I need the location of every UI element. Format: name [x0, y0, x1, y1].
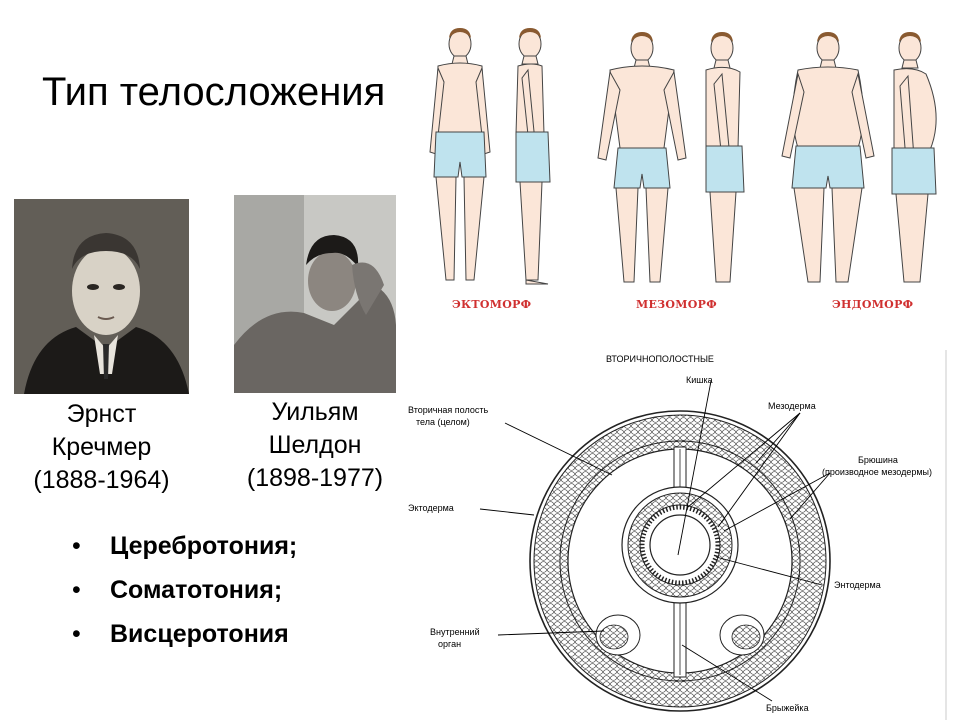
label-peritoneum-line1: Брюшина — [858, 455, 898, 465]
label-mesentery: Брыжейка — [766, 703, 809, 713]
kretschmer-last-name: Кречмер — [51, 433, 152, 461]
label-endoderm: Энтодерма — [834, 580, 881, 590]
ectomorph-side-figure — [516, 28, 550, 284]
mesomorph-side-figure — [706, 32, 744, 282]
internal-organ-right — [720, 615, 764, 655]
endomorph-front-figure — [782, 32, 874, 282]
label-organ-line2: орган — [438, 639, 462, 649]
label-intestine: Кишка — [686, 375, 713, 385]
portrait-kretschmer — [14, 199, 189, 394]
kretschmer-photo — [14, 199, 189, 394]
label-ectoderm: Эктодерма — [408, 503, 454, 513]
ectomorph-front-figure — [430, 28, 490, 280]
temperament-list — [72, 524, 297, 656]
sheldon-first-name: Уильям — [271, 398, 359, 426]
label-cavity-line1: Вторичная полость — [408, 405, 489, 415]
sheldon-years: (1898-1977) — [246, 464, 384, 492]
slide-title: Тип телосложения — [42, 70, 386, 114]
coelom-diagram — [400, 345, 945, 720]
sheldon-last-name: Шелдон — [268, 431, 362, 459]
body-type-label-mesomorph: МЕЗОМОРФ — [636, 298, 717, 311]
kretschmer-caption — [14, 398, 189, 497]
list-item: • Соматотония; — [72, 568, 297, 612]
kretschmer-first-name: Эрнст — [66, 400, 137, 428]
bullet-icon: • — [72, 532, 81, 560]
list-item: • Церебротония; — [72, 524, 297, 568]
divider — [945, 350, 947, 720]
diagram-heading: ВТОРИЧНОПОЛОСТНЫЕ — [606, 354, 714, 364]
label-organ-line1: Внутренний — [430, 627, 480, 637]
label-mesoderm: Мезодерма — [768, 401, 816, 411]
sheldon-caption — [228, 396, 402, 495]
body-type-label-ectomorph: ЭКТОМОРФ — [452, 298, 532, 311]
portrait-sheldon — [234, 195, 396, 393]
label-cavity-line2: тела (целом) — [416, 417, 470, 427]
sheldon-photo — [234, 195, 396, 393]
internal-organ-left — [596, 615, 640, 655]
bullet-icon: • — [72, 620, 81, 648]
endomorph-side-figure — [892, 32, 936, 282]
label-peritoneum-line2: (производное мезодермы) — [822, 467, 932, 477]
list-item: • Висцеротония — [72, 612, 297, 656]
body-types-illustration — [410, 22, 950, 294]
bullet-icon: • — [72, 576, 81, 604]
mesomorph-front-figure — [598, 32, 686, 282]
kretschmer-years: (1888-1964) — [33, 466, 170, 494]
body-type-label-endomorph: ЭНДОМОРФ — [832, 298, 914, 311]
